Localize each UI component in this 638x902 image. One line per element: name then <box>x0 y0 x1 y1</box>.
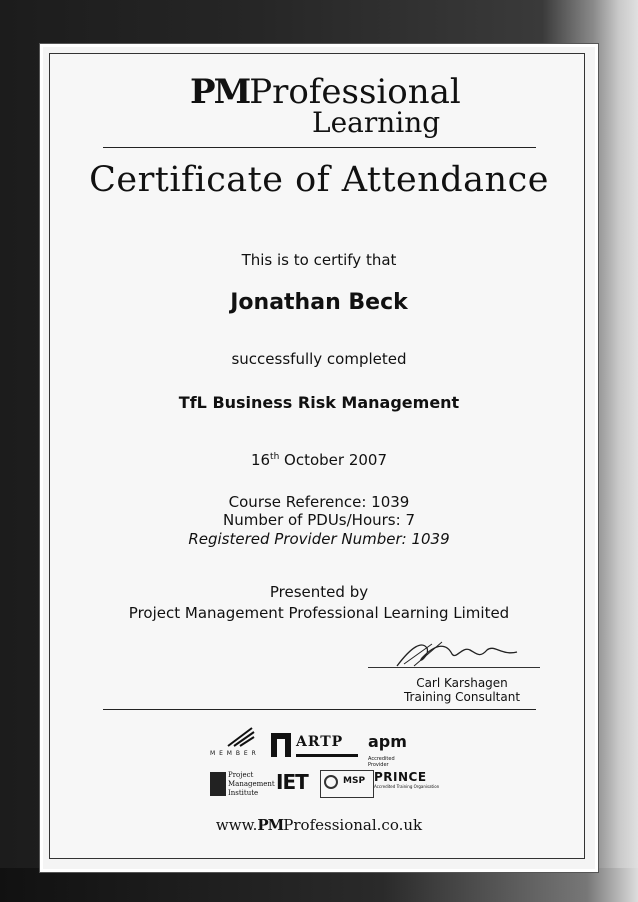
provider-number: Registered Provider Number: 1039 <box>188 530 450 548</box>
pmi-text-2: Management <box>228 780 275 788</box>
msp-text: MSP <box>343 776 366 786</box>
date-suffix: th <box>270 452 280 462</box>
course-name: TfL Business Risk Management <box>178 393 460 412</box>
iet-logo <box>276 770 306 794</box>
website-prefix: www. <box>215 816 258 834</box>
prince-logo <box>374 770 440 796</box>
prince-sub: Accredited Training Organisation <box>374 784 440 789</box>
lt-square-icon <box>270 732 292 758</box>
recipient-name: Jonathan Beck <box>230 290 408 315</box>
signatory-role: Training Consultant <box>403 690 521 704</box>
signature-line <box>368 667 540 668</box>
company-name: Project Management Professional Learning Limited <box>128 604 510 622</box>
website-suffix: Professional.co.uk <box>283 816 423 834</box>
brand-line2: Learning <box>312 106 441 139</box>
pmi-text-1: Project <box>228 771 254 779</box>
brand-logo <box>190 74 461 110</box>
scan-bottom-shadow <box>0 868 638 902</box>
certify-text: This is to certify that <box>241 251 397 269</box>
msp-swirl-icon <box>323 774 339 790</box>
lt-logo <box>270 732 292 758</box>
artp-text: ARTP <box>296 734 344 750</box>
signatory-name: Carl Karshagen <box>416 676 508 690</box>
header-rule <box>103 147 536 148</box>
apm-logo <box>368 732 432 768</box>
course-date <box>60 451 578 469</box>
date-day: 16 <box>250 451 271 469</box>
apm-sub: Accredited Provider <box>368 756 395 768</box>
artp-logo <box>296 734 358 757</box>
website-mark: PM <box>257 816 284 834</box>
course-reference: Course Reference: 1039 <box>228 493 410 511</box>
pmi-text-3: Institute <box>228 789 259 797</box>
presented-by: Presented by <box>269 583 369 601</box>
pdu-hours: Number of PDUs/Hours: 7 <box>222 511 415 529</box>
member-text: M E M B E R <box>210 750 257 757</box>
iet-text: IET <box>276 770 308 794</box>
brand-mark: PM <box>190 72 250 112</box>
pmi-logo <box>210 770 275 798</box>
member-logo <box>210 724 266 764</box>
msp-logo <box>320 770 374 798</box>
member-arrow-icon <box>226 724 256 748</box>
apm-text: apm <box>368 732 407 751</box>
website-url <box>60 816 578 834</box>
certificate-title: Certificate of Attendance <box>89 160 549 200</box>
completed-text: successfully completed <box>231 350 407 368</box>
date-rest: October 2007 <box>279 451 388 469</box>
footer-rule <box>103 709 536 710</box>
brand-line1: Professional <box>249 72 461 112</box>
prince-text: PRINCE <box>374 770 427 784</box>
pmi-mark <box>210 772 226 796</box>
